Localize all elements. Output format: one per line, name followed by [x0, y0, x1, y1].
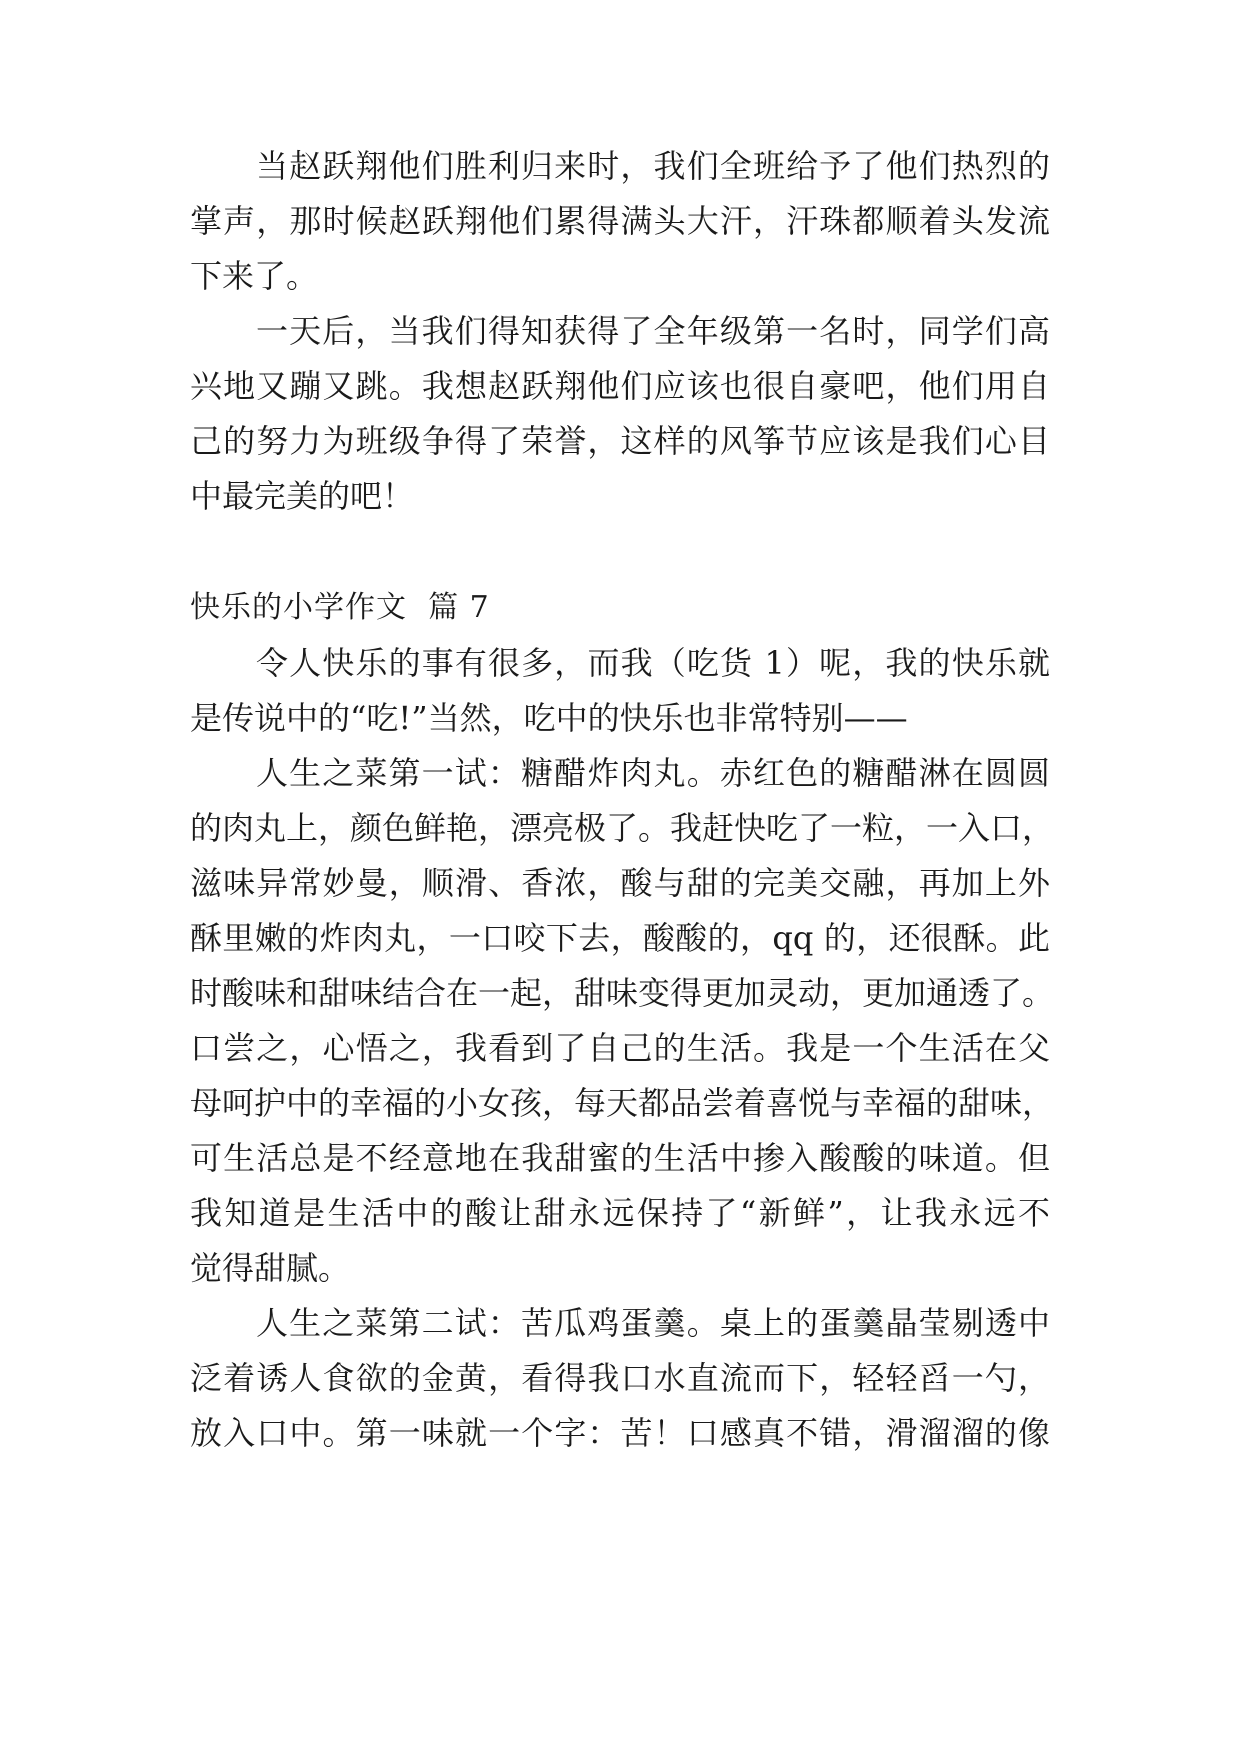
paragraph-line: 一天后，当我们得知获得了全年级第一名时，同学们高 [256, 312, 1050, 350]
paragraph-line: 我知道是生活中的酸让甜永远保持了“新鲜”，让我永远不 [190, 1194, 1050, 1232]
paragraph-line: 是传说中的“吃!”当然，吃中的快乐也非常特别—— [190, 699, 908, 737]
paragraph-line: 酥里嫩的炸肉丸，一口咬下去，酸酸的，qq 的，还很酥。此 [190, 919, 1050, 957]
paragraph-line: 当赵跃翔他们胜利归来时，我们全班给予了他们热烈的 [256, 147, 1050, 185]
paragraph-line: 觉得甜腻。 [190, 1249, 351, 1287]
paragraph-line: 滋味异常妙曼，顺滑、香浓，酸与甜的完美交融，再加上外 [190, 864, 1050, 902]
paragraph-line: 下来了。 [190, 257, 319, 295]
section-heading: 快乐的小学作文 篇 7 [190, 590, 490, 625]
paragraph-line: 泛着诱人食欲的金黄，看得我口水直流而下，轻轻舀一勺， [190, 1359, 1050, 1397]
paragraph-line: 母呵护中的幸福的小女孩，每天都品尝着喜悦与幸福的甜味， [190, 1084, 1055, 1122]
paragraph-line: 人生之菜第二试：苦瓜鸡蛋羹。桌上的蛋羹晶莹剔透中 [256, 1304, 1050, 1342]
paragraph-line: 中最完美的吧！ [190, 477, 415, 515]
paragraph-line: 己的努力为班级争得了荣誉，这样的风筝节应该是我们心目 [190, 422, 1050, 460]
paragraph-line: 人生之菜第一试：糖醋炸肉丸。赤红色的糖醋淋在圆圆 [256, 754, 1050, 792]
paragraph-line: 兴地又蹦又跳。我想赵跃翔他们应该也很自豪吧，他们用自 [190, 367, 1050, 405]
paragraph-line: 口尝之，心悟之，我看到了自己的生活。我是一个生活在父 [190, 1029, 1050, 1067]
paragraph-line: 令人快乐的事有很多，而我（吃货 1）呢，我的快乐就 [256, 644, 1050, 682]
paragraph-line: 放入口中。第一味就一个字：苦！口感真不错，滑溜溜的像 [190, 1414, 1050, 1452]
paragraph-line: 可生活总是不经意地在我甜蜜的生活中掺入酸酸的味道。但 [190, 1139, 1050, 1177]
paragraph-line: 时酸味和甜味结合在一起，甜味变得更加灵动，更加通透了。 [190, 974, 1055, 1012]
paragraph-line: 掌声，那时候赵跃翔他们累得满头大汗，汗珠都顺着头发流 [190, 202, 1050, 240]
paragraph-line: 的肉丸上，颜色鲜艳，漂亮极了。我赶快吃了一粒，一入口， [190, 809, 1055, 847]
